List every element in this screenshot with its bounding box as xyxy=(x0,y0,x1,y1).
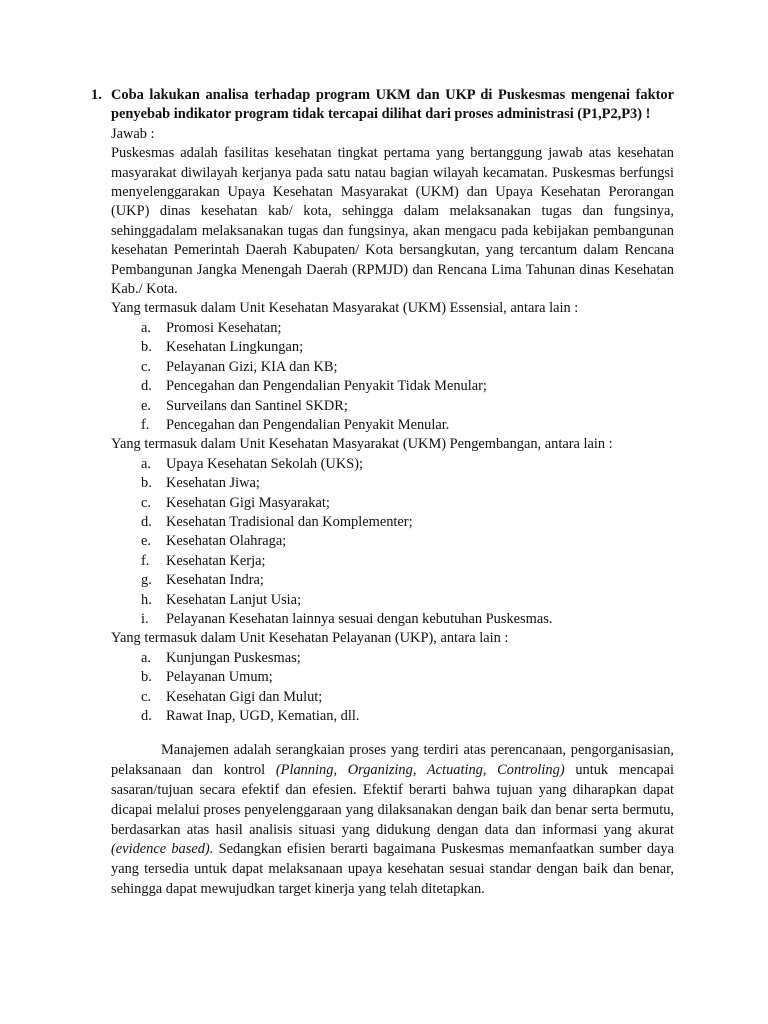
ukp-list xyxy=(111,649,674,727)
list-item-text: Rawat Inap, UGD, Kematian, dll. xyxy=(166,708,360,724)
list-item-marker: f. xyxy=(141,416,150,433)
list-item xyxy=(141,707,674,726)
list-item-marker: i. xyxy=(141,610,149,627)
list-item-marker: c. xyxy=(141,358,151,375)
list-item-marker: e. xyxy=(141,397,151,414)
list-item-marker: b. xyxy=(141,475,152,492)
manajemen-text-3: Sedangkan efisien berarti bagaimana Puskesmas memanfaatkan sumber daya yang tersedia untuk dapat melaksanaan upaya kesehatan sesuai standar dengan baik dan benar, sehingga dapat mewujudkan target kinerja yang telah ditetapkan. xyxy=(111,841,674,897)
list-item-marker: b. xyxy=(141,669,152,686)
list-item-text: Upaya Kesehatan Sekolah (UKS); xyxy=(166,455,364,472)
list-item-marker: d. xyxy=(141,378,152,395)
question-number: 1. xyxy=(91,87,102,103)
list-item-text: Pencegahan dan Pengendalian Penyakit Tidak Menular; xyxy=(166,378,487,395)
list-item-text: Kesehatan Olahraga; xyxy=(166,533,287,550)
list-item-text: Kesehatan Kerja; xyxy=(166,552,266,569)
list-item-marker: a. xyxy=(141,455,151,472)
paragraph-puskesmas: Puskesmas adalah fasilitas kesehatan tingkat pertama yang bertanggung jawab atas kesehatan masyarakat diwilayah kerjanya pada satu natau bagian wilayah kecamatan. Puskesmas berfungsi menyelenggarakan Upaya Kesehatan Masyarakat (UKM) dan Upaya Kesehatan Perorangan (UKP) dinas kesehatan kab/ kota, sehingga dalam melaksanakan tugas dan fungsinya, sehinggadalam melaksanakan tugas dan fungsinya, akan mengacu pada kebijakan pembangunan kesehatan Pemerintah Daerah Kabupaten/ Kota bersangkutan, yang tercantum dalam Rencana Pembangunan Jangka Menengah Daerah (RPMJD) dan Rencana Lima Tahunan dinas Kesehatan Kab./ Kota. xyxy=(111,145,674,298)
list-item-marker: b. xyxy=(141,339,152,356)
list-item xyxy=(141,668,674,687)
list-item-text: Kesehatan Lanjut Usia; xyxy=(166,591,302,608)
list-item xyxy=(141,338,674,357)
list-item xyxy=(141,552,674,571)
list-item xyxy=(141,358,674,377)
list-item-text: Pelayanan Kesehatan lainnya sesuai dengan kebutuhan Puskesmas. xyxy=(166,610,553,627)
ukm-pengembangan-intro: Yang termasuk dalam Unit Kesehatan Masyarakat (UKM) Pengembangan, antara lain : xyxy=(111,436,613,453)
manajemen-italic-2: (evidence based). xyxy=(111,841,214,858)
list-item xyxy=(141,494,674,513)
ukm-essensial-list xyxy=(111,319,674,435)
list-item xyxy=(141,397,674,416)
list-item-marker: a. xyxy=(141,319,151,336)
question-text: Coba lakukan analisa terhadap program UKM dan UKP di Puskesmas mengenai faktor penyebab indikator program tidak tercapai dilihat dari proses administrasi (P1,P2,P3) ! xyxy=(111,87,674,123)
list-item xyxy=(141,688,674,707)
list-item-text: Kunjungan Puskesmas; xyxy=(166,649,301,666)
list-item-text: Kesehatan Tradisional dan Komplementer; xyxy=(166,513,413,530)
list-item xyxy=(141,532,674,551)
list-item-marker: h. xyxy=(141,591,152,608)
list-item xyxy=(141,474,674,493)
paragraph-manajemen xyxy=(111,741,674,899)
list-item-marker: c. xyxy=(141,688,151,705)
manajemen-text-1: Manajemen adalah serangkaian proses yang terdiri atas perencanaan, pengorganisasian, pelaksanaan dan kontrol xyxy=(111,742,674,779)
list-item xyxy=(141,319,674,338)
list-item xyxy=(141,571,674,590)
document-content xyxy=(91,86,674,900)
manajemen-italic-1: (Planning, Organizing, Actuating, Controling) xyxy=(275,762,565,779)
manajemen-text-2: untuk mencapai sasaran/tujuan secara efektif dan efesien. Efektif berarti bahwa tujuan yang diharapkan dapat dicapai melalui proses penyelenggaraan yang dilaksanakan dengan baik dan benar serta bermutu, berdasarkan atas hasil analisis situasi yang didukung dengan data dan informasi yang akurat xyxy=(111,762,674,838)
list-item xyxy=(141,416,674,435)
list-item xyxy=(141,610,674,629)
list-item xyxy=(141,649,674,668)
list-item-text: Pelayanan Gizi, KIA dan KB; xyxy=(166,358,338,375)
list-item-text: Kesehatan Jiwa; xyxy=(166,475,260,492)
list-item xyxy=(141,513,674,532)
list-item-text: Pelayanan Umum; xyxy=(166,669,273,686)
list-item-text: Kesehatan Gigi Masyarakat; xyxy=(166,494,330,511)
list-item-marker: e. xyxy=(141,533,151,550)
list-item xyxy=(141,377,674,396)
list-item-marker: g. xyxy=(141,572,152,589)
ukp-intro: Yang termasuk dalam Unit Kesehatan Pelayanan (UKP), antara lain : xyxy=(111,630,509,647)
list-item-text: Kesehatan Gigi dan Mulut; xyxy=(166,688,323,705)
list-item-marker: d. xyxy=(141,708,152,724)
list-item-marker: a. xyxy=(141,649,151,666)
ukm-essensial-intro: Yang termasuk dalam Unit Kesehatan Masyarakat (UKM) Essensial, antara lain : xyxy=(111,300,579,317)
list-item-text: Pencegahan dan Pengendalian Penyakit Menular. xyxy=(166,416,450,433)
list-item-marker: c. xyxy=(141,494,151,511)
list-item-text: Promosi Kesehatan; xyxy=(166,319,282,336)
answer-label: Jawab : xyxy=(111,125,155,142)
ukm-pengembangan-list xyxy=(111,455,674,630)
list-item-marker: f. xyxy=(141,552,150,569)
list-item-text: Kesehatan Lingkungan; xyxy=(166,339,304,356)
list-item xyxy=(141,455,674,474)
list-item-text: Kesehatan Indra; xyxy=(166,572,264,589)
list-item-text: Surveilans dan Santinel SKDR; xyxy=(166,397,348,414)
list-item xyxy=(141,591,674,610)
list-item-marker: d. xyxy=(141,513,152,530)
